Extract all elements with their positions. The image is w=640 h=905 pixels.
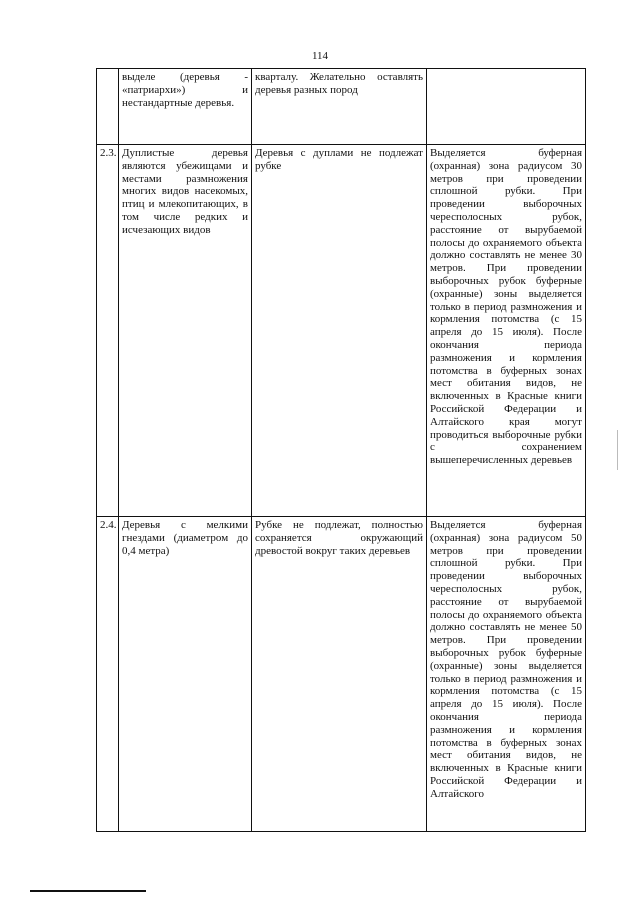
- row-number: 2.3.: [97, 145, 119, 517]
- scan-artifact: [617, 430, 618, 470]
- row-number: 2.4.: [97, 517, 119, 832]
- row-number: [97, 69, 119, 145]
- requirement-cell: Рубке не подлежат, полностью сохраняется окружающий древостой вокруг таких деревьев: [252, 517, 427, 832]
- requirement-cell: Деревья с дуплами не подлежат рубке: [252, 145, 427, 517]
- note-cell: [427, 69, 586, 145]
- table-row: [97, 517, 586, 832]
- object-cell: Дуплистые деревья являются убежищами и местами размножения многих видов насекомых, птиц и млекопитающих, в том числе редких и исчезающих видов: [119, 145, 252, 517]
- requirement-cell: кварталу. Желательно оставлять деревья разных пород: [252, 69, 427, 145]
- document-table: [96, 68, 586, 832]
- page-number: 114: [311, 50, 329, 62]
- object-cell: выделе (деревья - «патриархи») и нестандартные деревья.: [119, 69, 252, 145]
- object-cell: Деревья с мелкими гнездами (диаметром до 0,4 метра): [119, 517, 252, 832]
- note-cell: Выделяется буферная (охранная) зона радиусом 30 метров при проведении сплошной рубки. При проведении выборочных чересполосных рубок, расстояние от вырубаемой полосы до охраняемого объекта должно составлять не менее 30 метров. При проведении выборочных рубок буферные (охранные) зоны выделяется только в период размножения и кормления потомства (с 15 апреля до 15 июля). После окончания периода размножения и кормления потомства в буферных зонах мест обитания видов, не включенных в Красные книги Российской Федерации и Алтайского края могут проводиться выборочные рубки с сохранением вышеперечисленных деревьев: [427, 145, 586, 517]
- table-row: [97, 69, 586, 145]
- table-row: [97, 145, 586, 517]
- note-cell: Выделяется буферная (охранная) зона радиусом 50 метров при проведении сплошной рубки. При проведении выборочных чересполосных рубок, расстояние от вырубаемой полосы до охраняемого объекта должно составлять не менее 50 метров. При проведении выборочных рубок буферные (охранные) зоны выделяется только в период размножения и кормления потомства (с 15 апреля до 15 июля). После окончания периода размножения и кормления потомства в буферных зонах мест обитания видов, не включенных в Красные книги Российской Федерации и Алтайского: [427, 517, 586, 832]
- footnote-rule: [30, 890, 146, 892]
